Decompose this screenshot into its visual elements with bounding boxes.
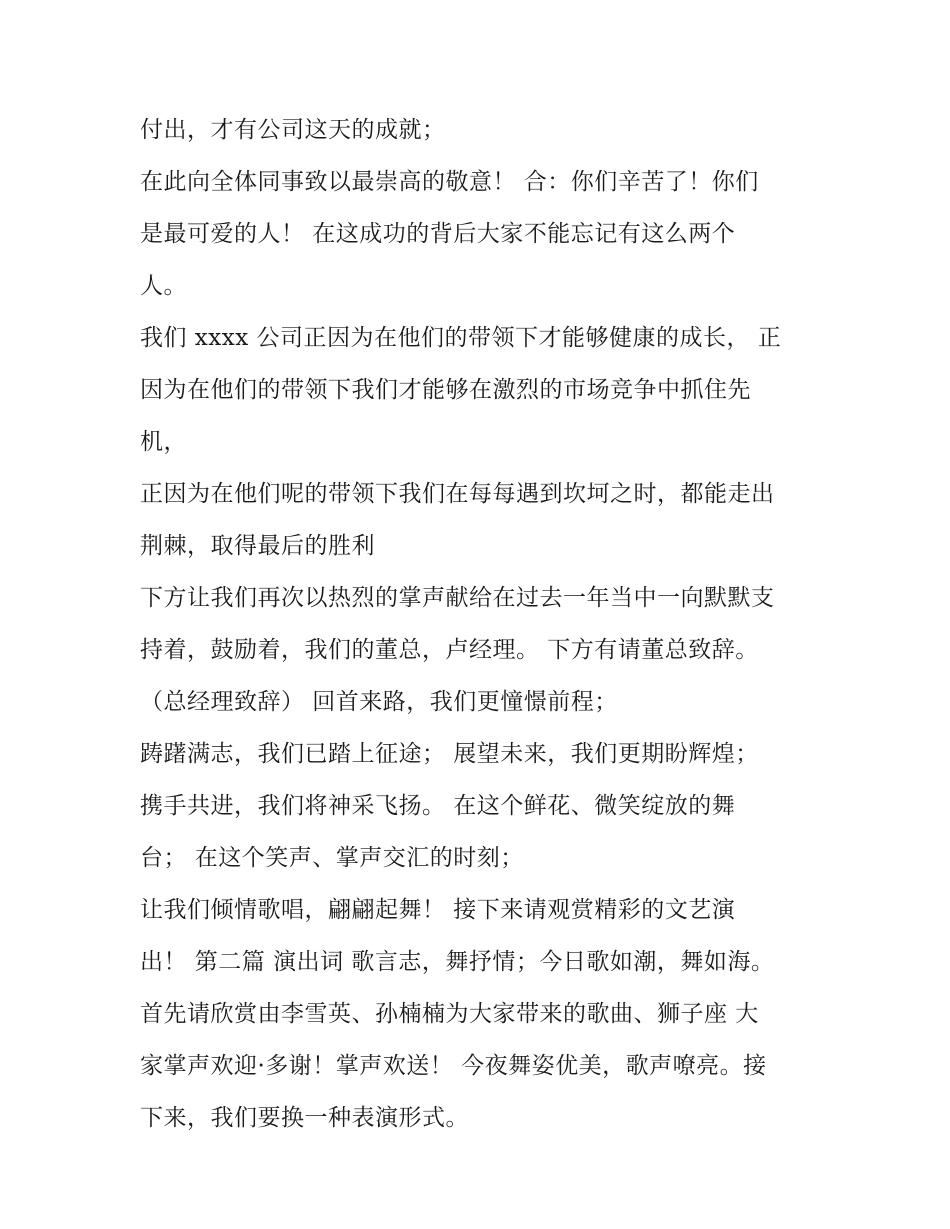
text-line: 在此向全体同事致以最崇高的敬意！ 合：你们辛苦了！你们 <box>140 169 759 195</box>
text-line: 出！ 第二篇 演出词 歌言志，舞抒情；今日歌如潮，舞如海。 <box>140 949 775 975</box>
text-line: 家掌声欢迎·多谢！掌声欢送！ 今夜舞姿优美，歌声嘹亮。接 <box>140 1053 767 1079</box>
document-body <box>140 104 840 1144</box>
text-line: 付出，才有公司这天的成就； <box>140 117 446 143</box>
text-line: 是最可爱的人！ 在这成功的背后大家不能忘记有这么两个 <box>140 221 736 247</box>
text-line: 我们 xxxx 公司正因为在他们的带领下才能够健康的成长， 正 <box>140 325 782 351</box>
text-line: 持着，鼓励着，我们的董总，卢经理。 下方有请董总致辞。 <box>140 637 759 663</box>
text-line: 荆棘，取得最后的胜利 <box>140 533 375 559</box>
text-line: （总经理致辞） 回首来路，我们更憧憬前程； <box>140 689 618 715</box>
text-line: 正因为在他们呢的带领下我们在每每遇到坎坷之时，都能走出 <box>140 481 775 507</box>
text-line: 机， <box>140 429 187 455</box>
text-line: 人。 <box>140 273 187 299</box>
text-line: 携手共进，我们将神采飞扬。 在这个鲜花、微笑绽放的舞 <box>140 793 736 819</box>
text-line: 下方让我们再次以热烈的掌声献给在过去一年当中一向默默支 <box>140 585 775 611</box>
text-line: 让我们倾情歌唱，翩翩起舞！ 接下来请观赏精彩的文艺演 <box>140 897 736 923</box>
text-line: 台； 在这个笑声、掌声交汇的时刻； <box>140 845 524 871</box>
text-line: 首先请欣赏由李雪英、孙楠楠为大家带来的歌曲、狮子座 大 <box>140 1001 759 1027</box>
text-line: 因为在他们的带领下我们才能够在激烈的市场竞争中抓住先 <box>140 377 751 403</box>
text-line: 踌躇满志，我们已踏上征途； 展望未来，我们更期盼辉煌； <box>140 741 759 767</box>
text-line: 下来，我们要换一种表演形式。 <box>140 1105 469 1131</box>
